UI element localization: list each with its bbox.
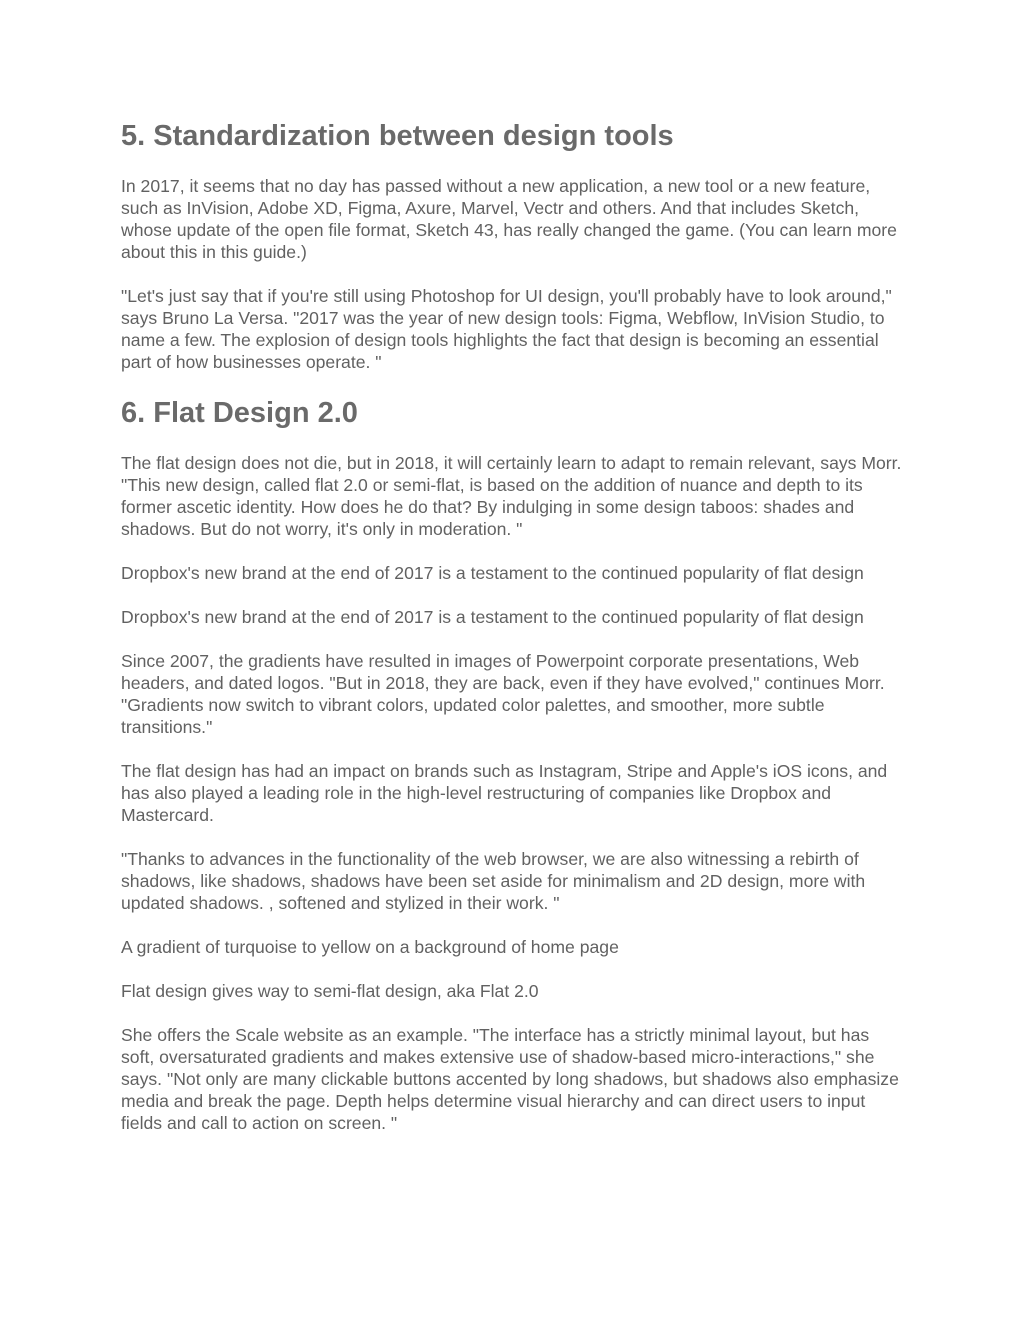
- section-6-paragraph-2: Dropbox's new brand at the end of 2017 is a testament to the continued popularity of flat design: [121, 563, 864, 583]
- section-6-paragraph-5: The flat design has had an impact on brands such as Instagram, Stripe and Apple's iOS icons, and has also played a leading role in the high-level restructuring of companies like Dropbox and Mastercard.: [121, 761, 888, 825]
- document-page: [121, 118, 906, 1156]
- section-6-paragraph-7: A gradient of turquoise to yellow on a background of home page: [121, 937, 619, 957]
- section-6-paragraph-1: The flat design does not die, but in 2018, it will certainly learn to adapt to remain relevant, says Morr. "This new design, called flat 2.0 or semi-flat, is based on the addition of nuance and depth to its former ascetic identity. How does he do that? By indulging in some design taboos: shades and shadows. But do not worry, it's only in moderation. ": [121, 453, 902, 539]
- section-5-heading: 5. Standardization between design tools: [121, 120, 674, 152]
- section-6-heading: 6. Flat Design 2.0: [121, 397, 358, 429]
- section-5-paragraph-1: In 2017, it seems that no day has passed without a new application, a new tool or a new feature, such as InVision, Adobe XD, Figma, Axure, Marvel, Vectr and others. And that includes Sketch, whose update of the open file format, Sketch 43, has really changed the game. (You can learn more about this in this guide.): [121, 176, 897, 262]
- section-5-paragraph-2: "Let's just say that if you're still using Photoshop for UI design, you'll probably have to look around," says Bruno La Versa. "2017 was the year of new design tools: Figma, Webflow, InVision Studio, to name a few. The explosion of design tools highlights the fact that design is becoming an essential part of how businesses operate. ": [121, 286, 892, 372]
- section-6-paragraph-8: Flat design gives way to semi-flat design, aka Flat 2.0: [121, 981, 539, 1001]
- section-6-paragraph-3: Dropbox's new brand at the end of 2017 is a testament to the continued popularity of flat design: [121, 607, 864, 627]
- section-6-paragraph-4: Since 2007, the gradients have resulted in images of Powerpoint corporate presentations, Web headers, and dated logos. "But in 2018, they are back, even if they have evolved," continues Morr. "Gradients now switch to vibrant colors, updated color palettes, and smoother, more subtle transitions.": [121, 651, 885, 737]
- section-6-paragraph-9: She offers the Scale website as an example. "The interface has a strictly minimal layout, but has soft, oversaturated gradients and makes extensive use of shadow-based micro-interactions," she says. "Not only are many clickable buttons accented by long shadows, but shadows also emphasize media and break the page. Depth helps determine visual hierarchy and can direct users to input fields and call to action on screen. ": [121, 1025, 899, 1133]
- section-6-paragraph-6: "Thanks to advances in the functionality of the web browser, we are also witnessing a rebirth of shadows, like shadows, shadows have been set aside for minimalism and 2D design, more with updated shadows. , softened and stylized in their work. ": [121, 849, 866, 913]
